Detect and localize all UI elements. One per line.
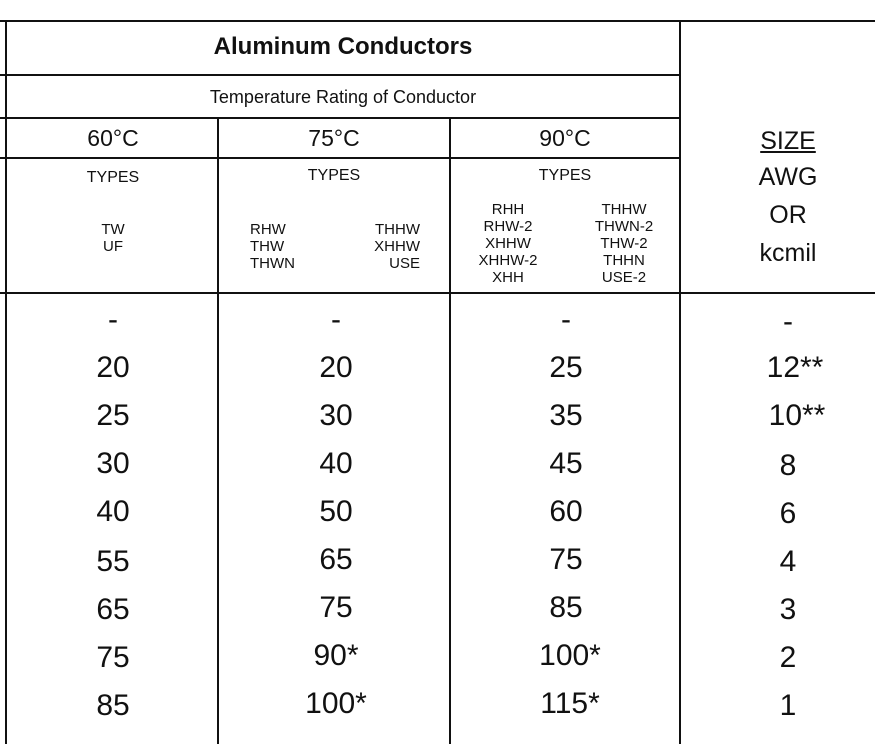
cell-75: 100* [305, 687, 367, 720]
cell-60: 30 [96, 447, 130, 480]
type-item: THW [250, 238, 285, 255]
temperature-rating-label: Temperature Rating of Conductor [209, 87, 477, 107]
types-90-right-list [595, 201, 653, 286]
types-75-left-list [250, 221, 295, 272]
divider-75-90 [449, 117, 451, 744]
temp-60: 60°C [87, 125, 139, 151]
cell-60: 55 [96, 545, 130, 578]
cell-size: 1 [779, 689, 797, 722]
cell-90: 35 [549, 399, 583, 432]
types-90-left-list [479, 201, 538, 286]
cell-size: - [783, 305, 793, 338]
cell-90: 60 [549, 495, 583, 528]
type-item: THWN [250, 255, 295, 272]
type-item: XHHW-2 [478, 252, 538, 269]
cell-90: 85 [549, 591, 583, 624]
cell-75: 50 [319, 495, 353, 528]
type-item: RHW-2 [483, 218, 533, 235]
cell-60: - [108, 303, 118, 336]
type-item: XHH [492, 269, 524, 286]
cell-size: 10** [768, 399, 826, 432]
type-item: THHW [375, 221, 420, 238]
cell-90: 100* [539, 639, 601, 672]
types-75-right-list [374, 221, 420, 272]
cell-75: 65 [319, 543, 353, 576]
rule-under-title [0, 74, 680, 76]
type-item: THW-2 [600, 235, 648, 252]
type-item: USE-2 [601, 269, 647, 286]
cell-90: 75 [549, 543, 583, 576]
cell-size: 3 [779, 593, 797, 626]
type-item: USE [389, 255, 420, 272]
types-label-90: TYPES [538, 167, 592, 184]
cell-75: - [331, 303, 341, 336]
rule-under-types [0, 292, 875, 294]
cell-90: 115* [540, 687, 600, 720]
cell-60: 65 [96, 593, 130, 626]
cell-size: 4 [779, 545, 797, 578]
types-label-60: TYPES [86, 169, 140, 186]
cell-75: 20 [319, 351, 353, 384]
rule-under-subtitle [0, 117, 680, 119]
divider-90-size [679, 20, 681, 744]
size-label: SIZE [760, 127, 816, 155]
type-item: UF [102, 238, 123, 255]
divider-60-75 [217, 117, 219, 744]
kcmil-label: kcmil [759, 239, 817, 267]
cell-60: 20 [96, 351, 130, 384]
cell-size: 6 [779, 497, 797, 530]
cell-60: 75 [96, 641, 130, 674]
left-border [5, 20, 7, 744]
type-item: XHHW [374, 238, 420, 255]
cell-size: 2 [779, 641, 797, 674]
cell-90: 45 [549, 447, 583, 480]
cell-size: 8 [779, 449, 797, 482]
rule-under-temps [0, 157, 680, 159]
cell-75: 90* [313, 639, 359, 672]
type-item: RHH [491, 201, 525, 218]
cell-75: 40 [319, 447, 353, 480]
temp-75: 75°C [308, 125, 360, 151]
cell-90: - [561, 303, 571, 336]
awg-label: AWG [758, 163, 818, 191]
cell-60: 85 [96, 689, 130, 722]
types-label-75: TYPES [307, 167, 361, 184]
cell-60: 25 [96, 399, 130, 432]
type-item: TW [101, 221, 125, 238]
table-title: Aluminum Conductors [213, 33, 473, 60]
type-item: XHHW [485, 235, 531, 252]
types-60-list [101, 221, 124, 255]
type-item: THWN-2 [594, 218, 654, 235]
or-label: OR [769, 201, 807, 229]
top-border [0, 20, 875, 22]
type-item: RHW [250, 221, 286, 238]
type-item: THHN [603, 252, 645, 269]
temp-90: 90°C [539, 125, 591, 151]
cell-75: 30 [319, 399, 353, 432]
cell-90: 25 [549, 351, 583, 384]
cell-size: 12** [766, 351, 824, 384]
type-item: THHW [601, 201, 647, 218]
cell-60: 40 [96, 495, 130, 528]
cell-75: 75 [319, 591, 353, 624]
